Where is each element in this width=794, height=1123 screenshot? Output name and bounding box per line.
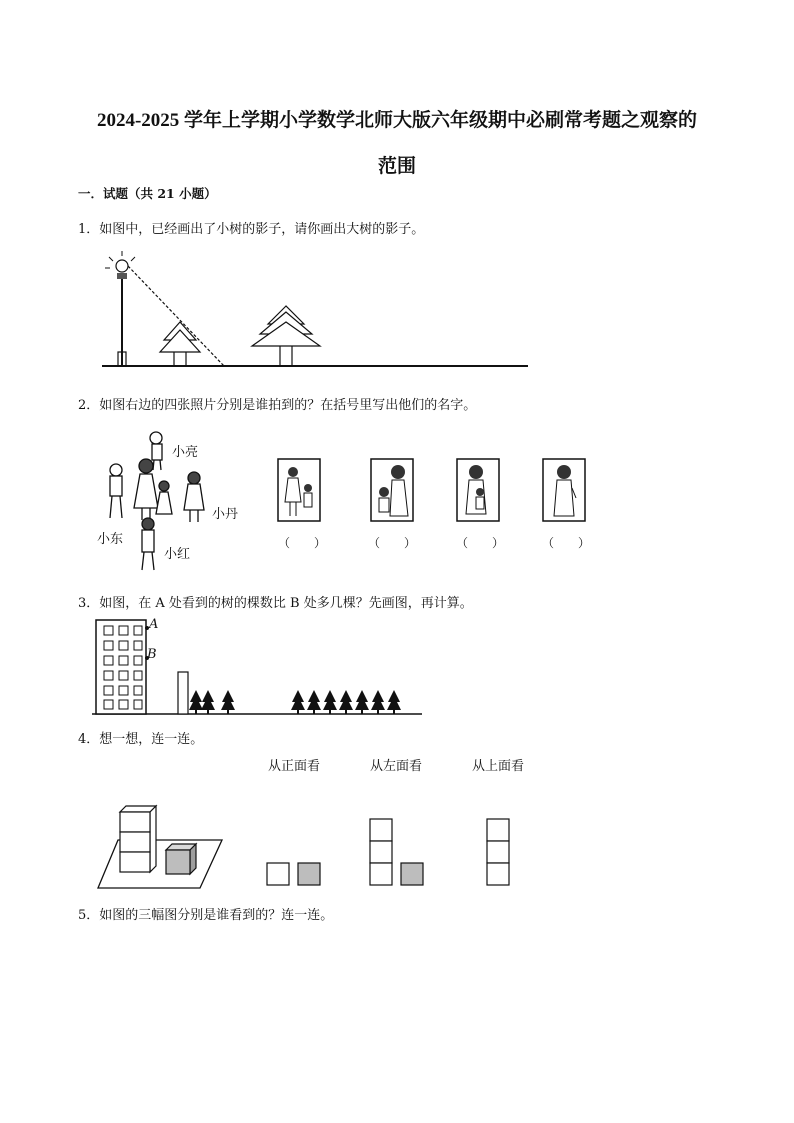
view-label-front: 从正面看 [268,759,321,774]
label-point-a: A [149,617,159,632]
answer-blank-3[interactable]: （ ） [456,536,505,550]
small-tree [160,322,200,366]
q4-option-column-with-gray [369,818,429,888]
photo-3 [456,458,500,522]
question-5: 5．如图的三幅图分别是谁看到的？连一连。 [78,908,334,923]
answer-blank-4[interactable]: （ ） [542,536,591,550]
title-line-1: 2024-2025 学年上学期小学数学北师大版六年级期中必刷常考题之观察的 [96,110,698,131]
label-point-b: B [147,647,157,662]
big-tree [252,306,320,366]
label-xiaodan: 小丹 [212,507,239,522]
label-xiaodong: 小东 [97,532,124,547]
title-line-2: 范围 [377,156,416,177]
tree-row [189,690,401,714]
q2-people-figure [100,426,220,576]
view-label-top: 从上面看 [472,759,525,774]
photo-2 [370,458,414,522]
photo-1 [277,458,321,522]
q4-option-two-squares [266,862,326,888]
page-title [60,98,734,190]
label-xiaoliang: 小亮 [172,445,199,460]
view-label-left: 从左面看 [370,759,423,774]
answer-blank-1[interactable]: （ ） [278,536,327,550]
q4-option-column [486,818,516,888]
q1-figure [98,248,538,373]
question-3: 3．如图，在 A 处看到的树的棵数比 B 处多几棵？先画图，再计算。 [78,596,473,611]
q4-3d-cubes-figure [96,798,226,890]
question-2: 2．如图右边的四张照片分别是谁拍到的？在括号里写出他们的名字。 [78,398,477,413]
section-header: 一．试题（共 21 小题） [78,186,217,201]
q3-figure [92,616,422,716]
photo-4 [542,458,586,522]
question-4: 4．想一想，连一连。 [78,732,204,747]
question-1: 1．如图中，已经画出了小树的影子，请你画出大树的影子。 [78,222,425,237]
label-xiaohong: 小红 [164,547,191,562]
answer-blank-2[interactable]: （ ） [368,536,417,550]
